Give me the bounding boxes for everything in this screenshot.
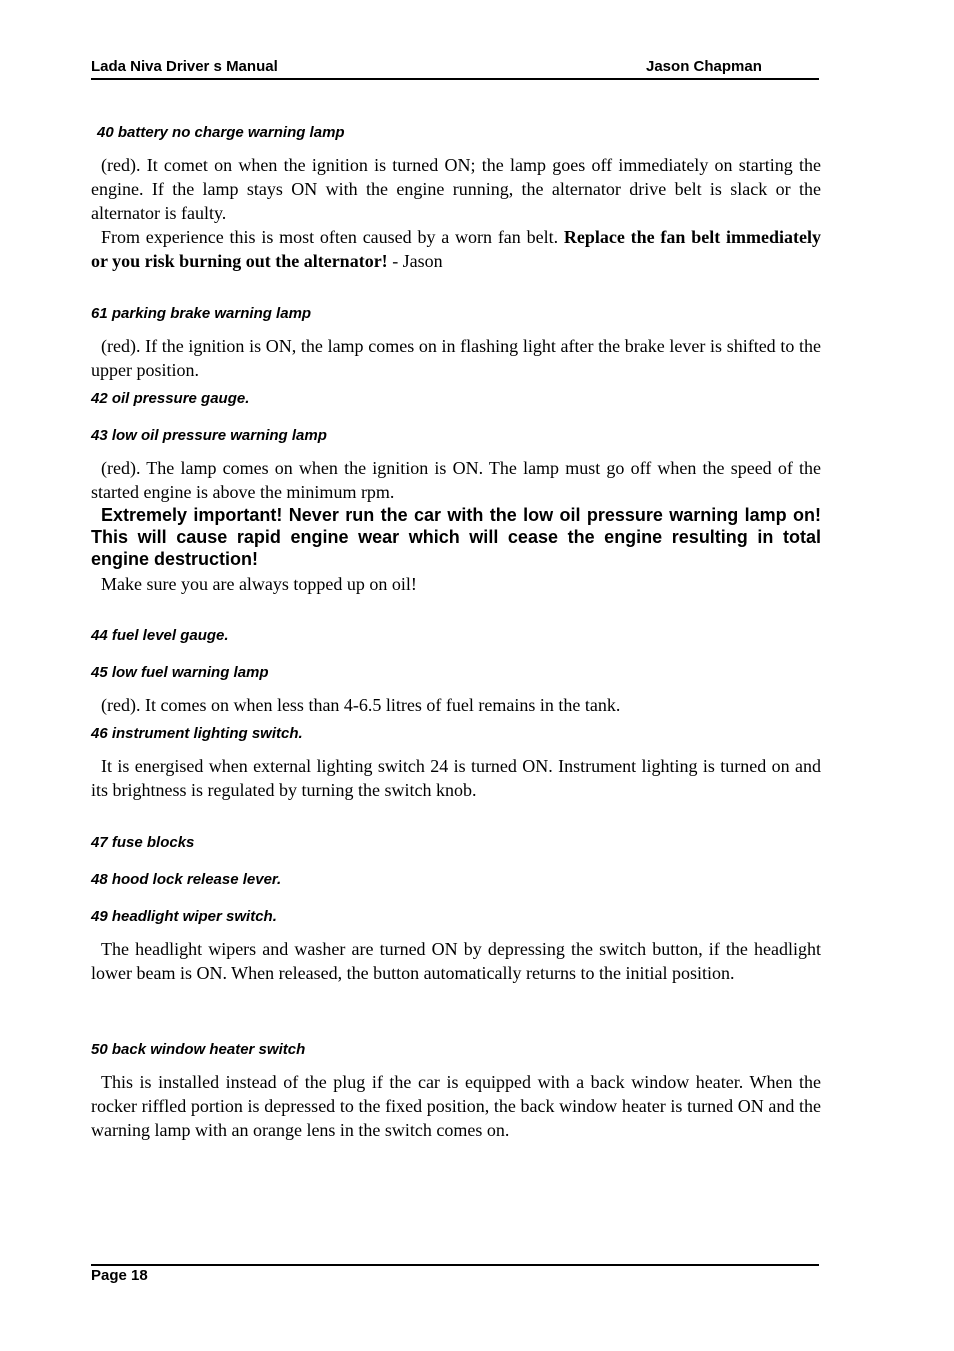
section-heading-43: 43 low oil pressure warning lamp (91, 427, 327, 444)
section-heading-61: 61 parking brake warning lamp (91, 305, 312, 322)
page-footer (91, 1264, 819, 1284)
section-heading-40: 40 battery no charge warning lamp (97, 124, 345, 141)
section-46-paragraph-1: It is energised when external lighting switch 24 is turned ON. Instrument lighting is turned on and its brightness is regulated by turning the switch knob. (91, 756, 821, 800)
section-heading-48: 48 hood lock release lever. (91, 871, 282, 888)
header-title: Lada Niva Driver s Manual (91, 58, 278, 75)
section-heading-49: 49 headlight wiper switch. (91, 908, 277, 925)
section-43-paragraph-1: (red). The lamp comes on when the ignition is ON. The lamp must go off when the speed of the started engine is above the minimum rpm. (91, 458, 821, 502)
page-number: Page 18 (91, 1267, 148, 1284)
section-61-paragraph-1: (red). If the ignition is ON, the lamp comes on in flashing light after the brake lever is shifted to the upper position. (91, 336, 821, 380)
section-45-paragraph-1: (red). It comes on when less than 4-6.5 litres of fuel remains in the tank. (101, 695, 621, 715)
section-49-paragraph-1: The headlight wipers and washer are turned ON by depressing the switch button, if the headlight lower beam is ON. When released, the button automatically returns to the initial position. (91, 939, 821, 983)
page-header (91, 58, 819, 80)
section-heading-47: 47 fuse blocks (91, 834, 195, 851)
section-40-text-lead: From experience this is most often caused by a worn fan belt. (101, 227, 564, 247)
section-50-paragraph-1: This is installed instead of the plug if the car is equipped with a back window heater. When the rocker riffled portion is depressed to the fixed position, the back window heater is turned ON and the warning lamp with an orange lens in the switch comes on. (91, 1072, 821, 1140)
section-43-paragraph-2: Make sure you are always topped up on oil! (101, 574, 417, 594)
header-author: Jason Chapman (646, 58, 762, 75)
section-heading-45: 45 low fuel warning lamp (91, 664, 269, 681)
section-40-paragraph-2 (91, 225, 821, 273)
oil-pressure-warning: Extremely important! Never run the car with the low oil pressure warning lamp on! This will cause rapid engine wear which will cease the engine resulting in total engine destruction! (91, 505, 821, 569)
section-heading-44: 44 fuel level gauge. (91, 627, 229, 644)
section-heading-42: 42 oil pressure gauge. (91, 390, 250, 407)
section-40-text-tail: - Jason (387, 251, 443, 271)
section-heading-50: 50 back window heater switch (91, 1041, 306, 1058)
section-40-paragraph-1: (red). It comet on when the ignition is turned ON; the lamp goes off immediately on starting the engine. If the lamp stays ON with the engine running, the alternator drive belt is slack or the alternator is faulty. (91, 155, 821, 223)
section-40-text-bold: Replace the fan belt immediately or you risk burning out the alternator! (91, 227, 821, 271)
section-heading-46: 46 instrument lighting switch. (91, 725, 303, 742)
